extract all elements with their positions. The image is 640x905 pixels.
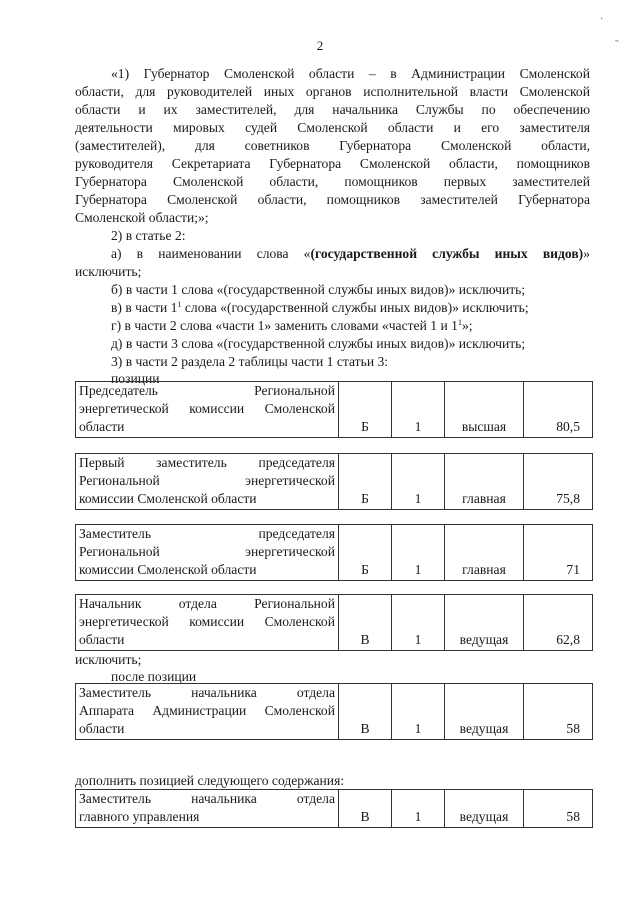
position-group: В	[339, 684, 392, 740]
position-level: 1	[392, 790, 445, 828]
position-value: 71	[524, 525, 593, 581]
item-2g: г) в части 2 слова «части 1» заменить словами «частей 1 и $1^1$»;	[111, 318, 473, 333]
item-2a-continuation: исключить;	[75, 264, 142, 279]
position-category: ведущая	[445, 790, 524, 828]
position-table	[75, 453, 593, 510]
table-row	[76, 790, 593, 828]
position-group: Б	[339, 454, 392, 510]
intro-line: «1) Губернатор Смоленской области – в Администрации Смоленской	[111, 66, 590, 81]
position-level: 1	[392, 525, 445, 581]
position-name: Начальник отдела Региональной энергетической комиссии Смоленской области	[76, 595, 339, 651]
table-row	[76, 525, 593, 581]
position-group: В	[339, 595, 392, 651]
page-number: 2	[316, 38, 324, 53]
position-name: Заместитель начальника отдела главного управления	[76, 790, 339, 828]
item-2b: б) в части 1 слова «(государственной службы иных видов)» исключить;	[111, 282, 526, 297]
intro-line: (заместителей), для советников Губернатора Смоленской области,	[75, 138, 590, 153]
bold-phrase: (государственной службы иных видов)	[310, 246, 584, 261]
position-level: 1	[392, 684, 445, 740]
table-row	[76, 595, 593, 651]
position-level: 1	[392, 382, 445, 438]
intro-paragraph	[75, 65, 590, 227]
position-name: Заместитель председателя Региональной энергетической комиссии Смоленской области	[76, 525, 339, 581]
intro-line: Губернатора Смоленской области, помощников заместителей Губернатора	[75, 192, 590, 207]
item-2a: а) в наименовании слова «(государственной службы иных видов)»	[111, 246, 590, 261]
position-table	[75, 381, 593, 438]
intro-line: руководителя Секретариата Губернатора Смоленской области, помощников	[75, 156, 590, 171]
position-category: главная	[445, 525, 524, 581]
intro-line: области, для руководителей иных органов исполнительной власти Смоленской	[75, 84, 590, 99]
positions-label: позиции	[111, 371, 160, 386]
after-position-table	[75, 683, 593, 740]
intro-line: Губернатора Смоленской области, помощников первых заместителей	[75, 174, 590, 189]
position-level: 1	[392, 595, 445, 651]
intro-last-line: Смоленской области;»;	[75, 210, 209, 225]
position-table	[75, 524, 593, 581]
position-group: Б	[339, 525, 392, 581]
position-value: 62,8	[524, 595, 593, 651]
intro-line: области и их заместителей, для начальника Службы по обеспечению	[75, 102, 590, 117]
position-group: Б	[339, 382, 392, 438]
item-3: 3) в части 2 раздела 2 таблицы части 1 статьи 3:	[111, 354, 389, 369]
table-row	[76, 454, 593, 510]
intro-line: деятельности мировых судей Смоленской области и его заместителя	[75, 120, 590, 135]
new-position-table	[75, 789, 593, 828]
position-name: Председатель Региональной энергетической комиссии Смоленской области	[76, 382, 339, 438]
add-label: дополнить позицией следующего содержания:	[75, 773, 345, 788]
table-row	[76, 382, 593, 438]
scan-dot: ·	[600, 14, 604, 25]
position-category: главная	[445, 454, 524, 510]
position-group: В	[339, 790, 392, 828]
item-2v: в) в части $1^1$ слова «(государственной службы иных видов)» исключить;	[111, 300, 529, 315]
position-value: 80,5	[524, 382, 593, 438]
position-value: 75,8	[524, 454, 593, 510]
position-category: ведущая	[445, 595, 524, 651]
exclude-label: исключить;	[75, 652, 142, 667]
table-row	[76, 684, 593, 740]
position-category: ведущая	[445, 684, 524, 740]
position-level: 1	[392, 454, 445, 510]
position-category: высшая	[445, 382, 524, 438]
position-value: 58	[524, 684, 593, 740]
item-2: 2) в статье 2:	[111, 228, 186, 243]
after-label: после позиции	[111, 669, 197, 684]
position-name: Первый заместитель председателя Региональной энергетической комиссии Смоленской области	[76, 454, 339, 510]
position-table	[75, 594, 593, 651]
position-name: Заместитель начальника отдела Аппарата Администрации Смоленской области	[76, 684, 339, 740]
position-value: 58	[524, 790, 593, 828]
item-2d: д) в части 3 слова «(государственной службы иных видов)» исключить;	[111, 336, 526, 351]
